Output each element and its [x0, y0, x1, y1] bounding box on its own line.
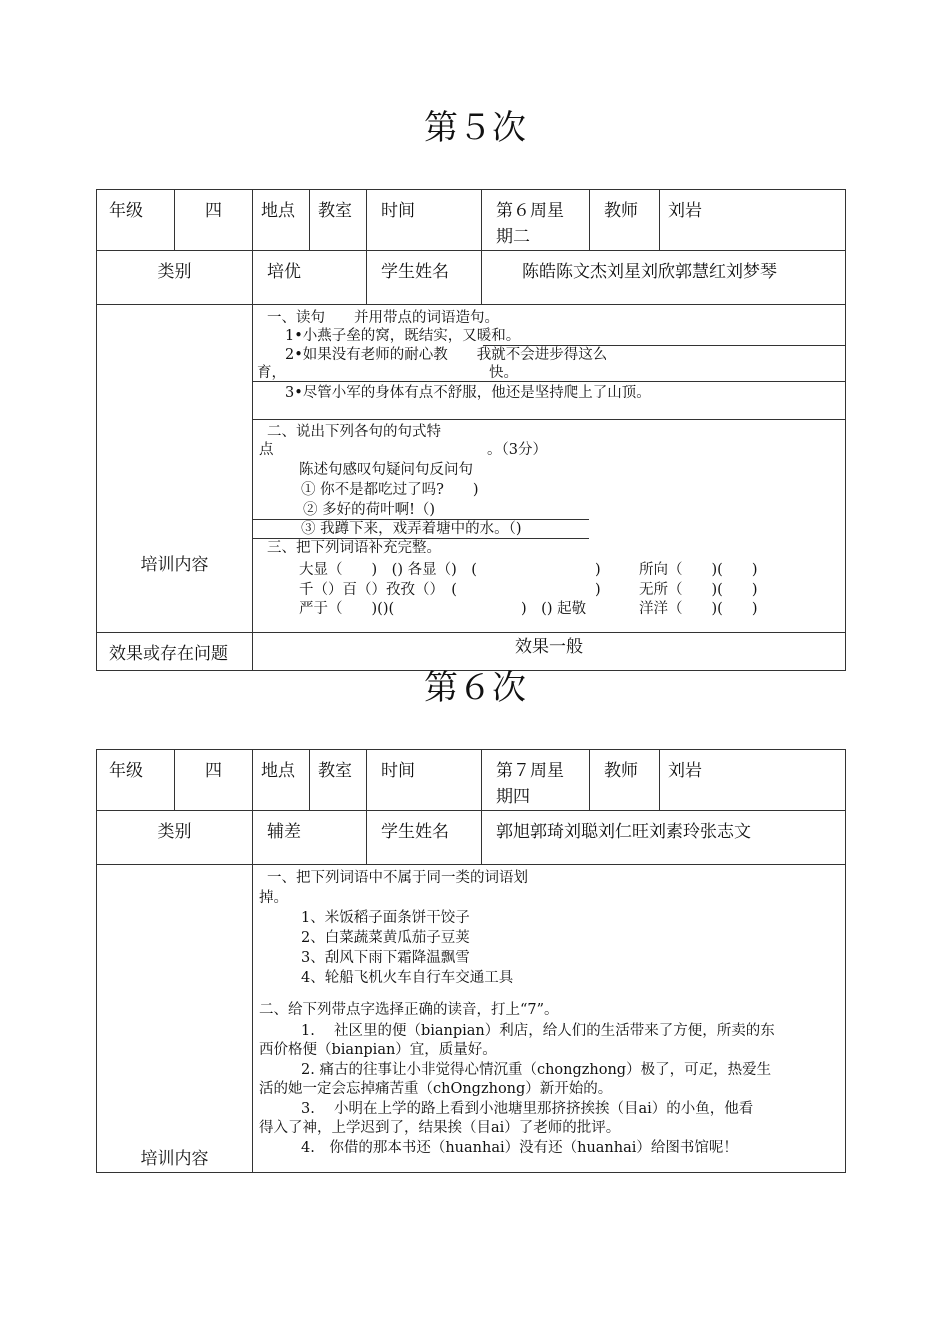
- content-line: 陈述句感叹句疑问句反问句: [299, 462, 473, 478]
- time-value: 第７周星期四: [482, 750, 590, 811]
- content-line: 2、白菜蔬菜黄瓜茄子豆荚: [301, 930, 470, 946]
- content-line: 3•尽管小军的身体有点不舒服，他还是坚持爬上了山顶。: [285, 385, 651, 401]
- result-value: 效果一般: [515, 637, 583, 657]
- place-value: 教室: [310, 190, 367, 251]
- place-label: 地点: [253, 750, 310, 811]
- content-line: 掉。: [259, 890, 288, 906]
- session-title: 第５次: [424, 108, 526, 148]
- content-label-text: 培训内容: [140, 554, 209, 575]
- teacher-value: 刘岩: [660, 190, 846, 251]
- content-line: 二、给下列带点字选择正确的读音，打上“7”。: [259, 1002, 559, 1018]
- record-table: [96, 749, 846, 1173]
- place-label: 地点: [253, 190, 310, 251]
- content-line: 1、米饭稻子面条饼干饺子: [301, 910, 470, 926]
- teacher-label: 教师: [590, 190, 660, 251]
- students-value: 陈皓陈文杰刘星刘欣郭慧红刘梦琴: [482, 251, 846, 305]
- grade-value: 四: [175, 750, 253, 811]
- divider: [253, 419, 845, 420]
- content-line: ② 多好的荷叶啊!（): [303, 502, 436, 518]
- content-line: 严于（ )()(: [299, 601, 395, 617]
- content-line: 所向（ )( ): [639, 562, 758, 578]
- content-line: ③ 我蹲下来，戏弄着塘中的水。（): [301, 521, 522, 537]
- content-line: 一、把下列词语中不属于同一类的词语划: [267, 870, 528, 886]
- content-line: 一、读句 并用带点的词语造句。: [267, 310, 499, 326]
- category-label: 类别: [97, 251, 253, 305]
- content-line: 3、刮风下雨下霜降温飘雪: [301, 950, 470, 966]
- students-value: 郭旭郭琦刘聪刘仁旺刘素玲张志文: [482, 811, 846, 865]
- record-table: [96, 189, 846, 671]
- content-line: 。（3分）: [487, 442, 547, 458]
- content-line: 3. 小明在上学的路上看到小池塘里那挤挤挨挨（目ai）的小鱼，他看: [301, 1101, 754, 1117]
- training-content: [253, 865, 846, 1173]
- teacher-value: 刘岩: [660, 750, 846, 811]
- content-label: 培训内容: [97, 865, 253, 1173]
- grade-label: 年级: [97, 750, 175, 811]
- content-line: 大显（ ) () 各显（) (: [299, 562, 477, 578]
- teacher-label: 教师: [590, 750, 660, 811]
- time-value: 第６周星期二: [482, 190, 590, 251]
- content-line: 西价格便（bianpian）宜，质量好。: [259, 1042, 497, 1058]
- content-label: [97, 305, 253, 633]
- content-line: 无所（ )( ): [639, 582, 758, 598]
- content-line: 4、轮船飞机火车自行车交通工具: [301, 970, 514, 986]
- content-line: 洋洋（ )( ): [639, 601, 758, 617]
- content-line: 4. 你借的那本书还（huanhai）没有还（huanhai）给图书馆呢！: [301, 1140, 738, 1156]
- result-label: 效果或存在问题: [97, 633, 253, 671]
- content-line: ): [595, 582, 601, 598]
- divider: [253, 381, 845, 382]
- students-label: 学生姓名: [367, 811, 482, 865]
- time-label: 时间: [367, 190, 482, 251]
- content-line: ) () 起敬: [521, 601, 587, 617]
- content-line: 得入了神，上学迟到了，结果挨（目ai）了老师的批评。: [259, 1120, 621, 1136]
- time-label: 时间: [367, 750, 482, 811]
- category-value: 辅差: [253, 811, 367, 865]
- students-label: 学生姓名: [367, 251, 482, 305]
- category-label: 类别: [97, 811, 253, 865]
- grade-value: 四: [175, 190, 253, 251]
- content-line: 快。: [489, 365, 518, 381]
- content-line: 点: [259, 442, 274, 458]
- content-line: 活的她一定会忘掉痛苦重（chOngzhong）新开始的。: [259, 1081, 613, 1097]
- content-line: 2. 痛古的往事让小非觉得心情沉重（chongzhong）极了，可疋，热爱生: [301, 1062, 772, 1078]
- training-content: [253, 305, 846, 633]
- grade-label: 年级: [97, 190, 175, 251]
- content-line: ): [595, 562, 601, 578]
- content-line: ① 你不是都吃过了吗? ): [301, 482, 479, 498]
- content-line: 2•如果没有老师的耐心教 我就不会进步得这么: [285, 347, 608, 363]
- place-value: 教室: [310, 750, 367, 811]
- content-line: 育，: [257, 365, 286, 381]
- content-line: 千（）百（）孜孜（） (: [299, 582, 457, 598]
- content-line: 二、说出下列各句的句式特: [267, 424, 441, 440]
- category-value: 培优: [253, 251, 367, 305]
- session-title: 第６次: [424, 668, 526, 708]
- content-line: 1. 社区里的便（bianpian）利店，给人们的生活带来了方便，所卖的东: [301, 1023, 775, 1039]
- content-line: 三、把下列词语补充完整。: [267, 540, 441, 556]
- content-line: 1•小燕子垒的窝，既结实，又暖和。: [285, 328, 521, 344]
